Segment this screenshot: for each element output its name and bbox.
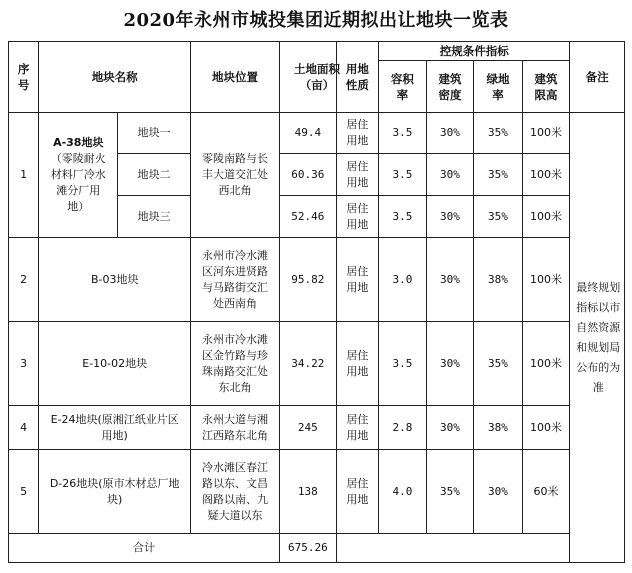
cell-height: 100米 <box>522 113 570 154</box>
parcel-code: A-38地块 <box>53 136 104 149</box>
cell-density: 30% <box>426 238 474 322</box>
cell-far: 3.5 <box>379 196 427 238</box>
cell-seq: 4 <box>9 406 39 450</box>
header-location: 地块位置 <box>191 42 280 113</box>
cell-subparcel: 地块三 <box>118 196 191 238</box>
cell-density: 30% <box>426 322 474 406</box>
header-remark: 备注 <box>570 42 625 113</box>
total-value: 675.26 <box>280 534 337 563</box>
header-row-top <box>9 42 625 61</box>
cell-green: 38% <box>474 406 523 450</box>
total-empty <box>336 534 624 563</box>
cell-height: 100米 <box>522 406 570 450</box>
cell-name: D-26地块(原市木材总厂地块) <box>39 450 191 534</box>
parcel-desc: （零陵耐火材料厂冷水滩分厂用地） <box>50 152 106 213</box>
cell-green: 35% <box>474 196 523 238</box>
cell-green: 35% <box>474 154 523 196</box>
cell-seq: 5 <box>9 450 39 534</box>
cell-far: 3.0 <box>379 238 427 322</box>
cell-area: 138 <box>280 450 337 534</box>
cell-far: 3.5 <box>379 322 427 406</box>
cell-usage: 居住用地 <box>336 154 378 196</box>
table-row <box>9 238 625 322</box>
total-row <box>9 534 625 563</box>
cell-green: 35% <box>474 113 523 154</box>
cell-area: 34.22 <box>280 322 337 406</box>
cell-seq: 1 <box>9 113 39 238</box>
cell-green: 38% <box>474 238 523 322</box>
cell-seq: 3 <box>9 322 39 406</box>
cell-density: 35% <box>426 450 474 534</box>
cell-name: E-24地块(原湘江纸业片区用地) <box>39 406 191 450</box>
cell-usage: 居住用地 <box>336 238 378 322</box>
cell-usage: 居住用地 <box>336 322 378 406</box>
header-density: 建筑密度 <box>426 61 474 113</box>
header-far: 容积率 <box>379 61 427 113</box>
cell-density: 30% <box>426 113 474 154</box>
cell-height: 100米 <box>522 196 570 238</box>
cell-usage: 居住用地 <box>336 406 378 450</box>
cell-far: 2.8 <box>379 406 427 450</box>
cell-height: 100米 <box>522 322 570 406</box>
cell-green: 35% <box>474 322 523 406</box>
cell-green: 30% <box>474 450 523 534</box>
cell-density: 30% <box>426 406 474 450</box>
cell-height: 100米 <box>522 238 570 322</box>
cell-location: 零陵南路与长丰大道交汇处西北角 <box>191 113 280 238</box>
table-row <box>9 450 625 534</box>
header-green: 绿地率 <box>474 61 523 113</box>
cell-usage: 居住用地 <box>336 196 378 238</box>
land-parcel-table <box>8 41 625 563</box>
table-title: 2020年永州市城投集团近期拟出让地块一览表 <box>123 10 509 31</box>
header-height: 建筑限高 <box>522 61 570 113</box>
cell-far: 4.0 <box>379 450 427 534</box>
cell-name <box>39 113 118 238</box>
table-row <box>9 113 625 154</box>
cell-density: 30% <box>426 196 474 238</box>
cell-far: 3.5 <box>379 154 427 196</box>
cell-area: 95.82 <box>280 238 337 322</box>
table-row <box>9 322 625 406</box>
cell-far: 3.5 <box>379 113 427 154</box>
cell-location: 永州市冷水滩区河东进贤路与马路街交汇处西南角 <box>191 238 280 322</box>
cell-area: 49.4 <box>280 113 337 154</box>
cell-name: B-03地块 <box>39 238 191 322</box>
table-row <box>9 406 625 450</box>
cell-seq: 2 <box>9 238 39 322</box>
cell-location: 永州大道与湘江西路东北角 <box>191 406 280 450</box>
header-usage: 用地性质 <box>336 42 378 113</box>
total-label: 合计 <box>9 534 280 563</box>
cell-area: 60.36 <box>280 154 337 196</box>
cell-subparcel: 地块一 <box>118 113 191 154</box>
cell-subparcel: 地块二 <box>118 154 191 196</box>
cell-usage: 居住用地 <box>336 450 378 534</box>
header-indicators: 控规条件指标 <box>379 42 570 61</box>
cell-name: E-10-02地块 <box>39 322 191 406</box>
cell-height: 60米 <box>522 450 570 534</box>
cell-usage: 居住用地 <box>336 113 378 154</box>
header-seq: 序号 <box>9 42 39 113</box>
cell-height: 100米 <box>522 154 570 196</box>
cell-density: 30% <box>426 154 474 196</box>
cell-location: 冷水滩区春江路以东、文昌阁路以南、九疑大道以东 <box>191 450 280 534</box>
header-name: 地块名称 <box>39 42 191 113</box>
cell-location: 永州市冷水滩区金竹路与珍珠南路交汇处东北角 <box>191 322 280 406</box>
cell-area: 52.46 <box>280 196 337 238</box>
header-area: 土地面积（亩） <box>280 42 337 113</box>
cell-area: 245 <box>280 406 337 450</box>
cell-remark: 最终规划指标以市自然资源和规划局公布的为准 <box>570 113 625 563</box>
